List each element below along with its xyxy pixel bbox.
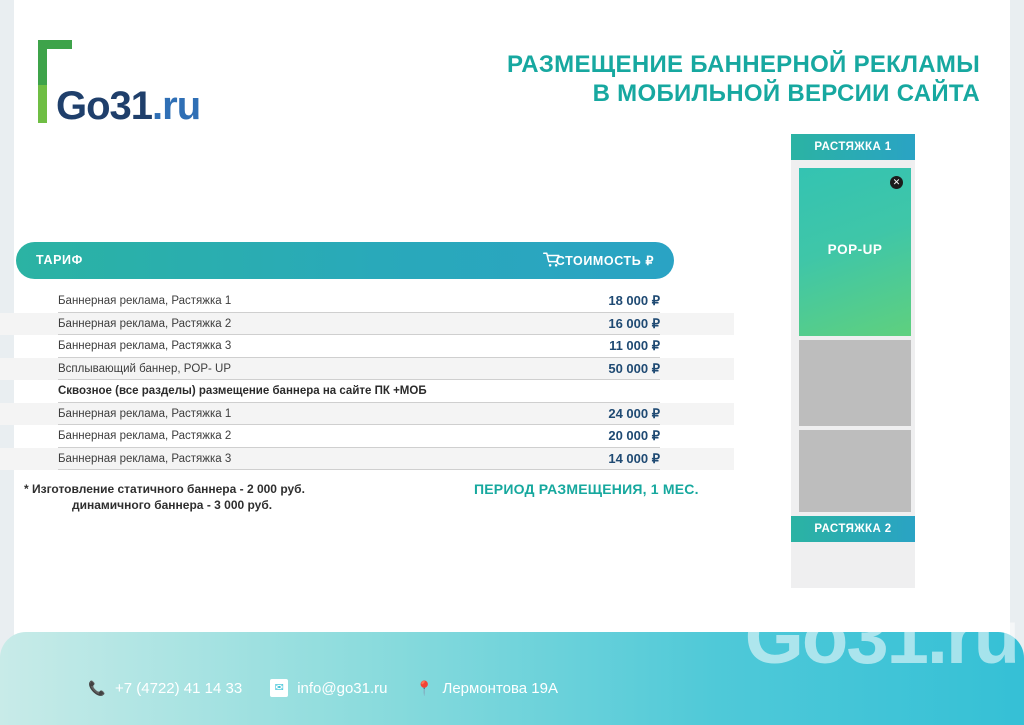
column-header-price: СТОИМОСТЬ ₽ — [555, 254, 654, 268]
page-title — [420, 50, 980, 109]
table-cell-price: 50 000 ₽ — [608, 360, 660, 376]
row-divider — [58, 469, 660, 470]
table-cell-tariff: Баннерная реклама, Растяжка 2 — [58, 430, 232, 442]
table-cell-price: 16 000 ₽ — [608, 315, 660, 331]
table-cell-tariff: Сквозное (все разделы) размещение баннера на сайте ПК +МОБ — [58, 385, 427, 397]
page-title-line-2: В МОБИЛЬНОЙ ВЕРСИИ САЙТА — [592, 80, 980, 108]
phone-icon: 📞 — [88, 680, 106, 696]
popup-banner-preview — [799, 168, 911, 336]
banner-slot-top-label: РАСТЯЖКА 1 — [791, 134, 915, 160]
banner-slot-bottom-label: РАСТЯЖКА 2 — [791, 516, 915, 542]
footnote-line-2: динамичного баннера - 3 000 руб. — [72, 498, 273, 513]
logo — [38, 40, 258, 128]
table-cell-tariff: Баннерная реклама, Растяжка 1 — [58, 295, 232, 307]
table-cell-price: 20 000 ₽ — [608, 428, 660, 443]
column-header-tariff: ТАРИФ — [36, 253, 83, 267]
logo-text — [56, 84, 200, 129]
table-cell-price: 18 000 ₽ — [608, 293, 660, 308]
popup-banner-label: POP-UP — [827, 242, 883, 257]
logo-text-accent: .ru — [152, 84, 201, 128]
contact-phone-text: +7 (4722) 41 14 33 — [115, 679, 243, 697]
table-row — [0, 425, 734, 448]
footnote — [24, 481, 305, 513]
table-row — [0, 358, 734, 381]
table-cell-tariff: Всплывающий баннер, POP- UP — [58, 362, 232, 375]
table-row — [0, 313, 734, 336]
tariff-table-body — [0, 290, 734, 470]
table-cell-tariff: Баннерная реклама, Растяжка 1 — [58, 407, 232, 420]
table-cell-tariff: Баннерная реклама, Растяжка 2 — [58, 317, 232, 330]
contact-email[interactable] — [270, 679, 387, 697]
contact-address-text: Лермонтова 19А — [442, 679, 558, 697]
contact-phone[interactable] — [88, 679, 242, 697]
mail-icon: ✉ — [270, 679, 288, 697]
logo-text-main: Go31 — [56, 84, 153, 128]
table-cell-price: 11 000 ₽ — [609, 338, 660, 353]
close-icon[interactable]: ✕ — [890, 176, 903, 189]
contact-email-text: info@go31.ru — [297, 679, 388, 697]
footnote-line-1: * Изготовление статичного баннера - 2 000 руб. — [24, 482, 305, 496]
content-placeholder-2 — [799, 430, 911, 512]
table-cell-tariff: Баннерная реклама, Растяжка 3 — [58, 452, 232, 465]
table-cell-tariff: Баннерная реклама, Растяжка 3 — [58, 340, 232, 352]
watermark-text: Go31.ru — [744, 595, 1018, 680]
pin-icon: 📍 — [415, 680, 434, 696]
mobile-mockup — [791, 134, 915, 588]
contacts — [88, 679, 558, 697]
table-cell-price: 14 000 ₽ — [608, 450, 660, 466]
table-row — [0, 403, 734, 426]
period-label: ПЕРИОД РАЗМЕЩЕНИЯ, 1 МЕС. — [474, 481, 699, 497]
table-row — [0, 380, 734, 403]
content-placeholder-1 — [799, 340, 911, 426]
table-row — [0, 335, 734, 358]
right-edge-strip — [1010, 0, 1024, 725]
tariff-table-header — [16, 242, 674, 279]
footer — [0, 595, 1024, 725]
table-cell-price: 24 000 ₽ — [608, 405, 660, 421]
table-row — [0, 290, 734, 313]
contact-address[interactable] — [415, 679, 558, 697]
page-title-line-1: РАЗМЕЩЕНИЕ БАННЕРНОЙ РЕКЛАМЫ — [507, 51, 980, 78]
table-row — [0, 448, 734, 471]
